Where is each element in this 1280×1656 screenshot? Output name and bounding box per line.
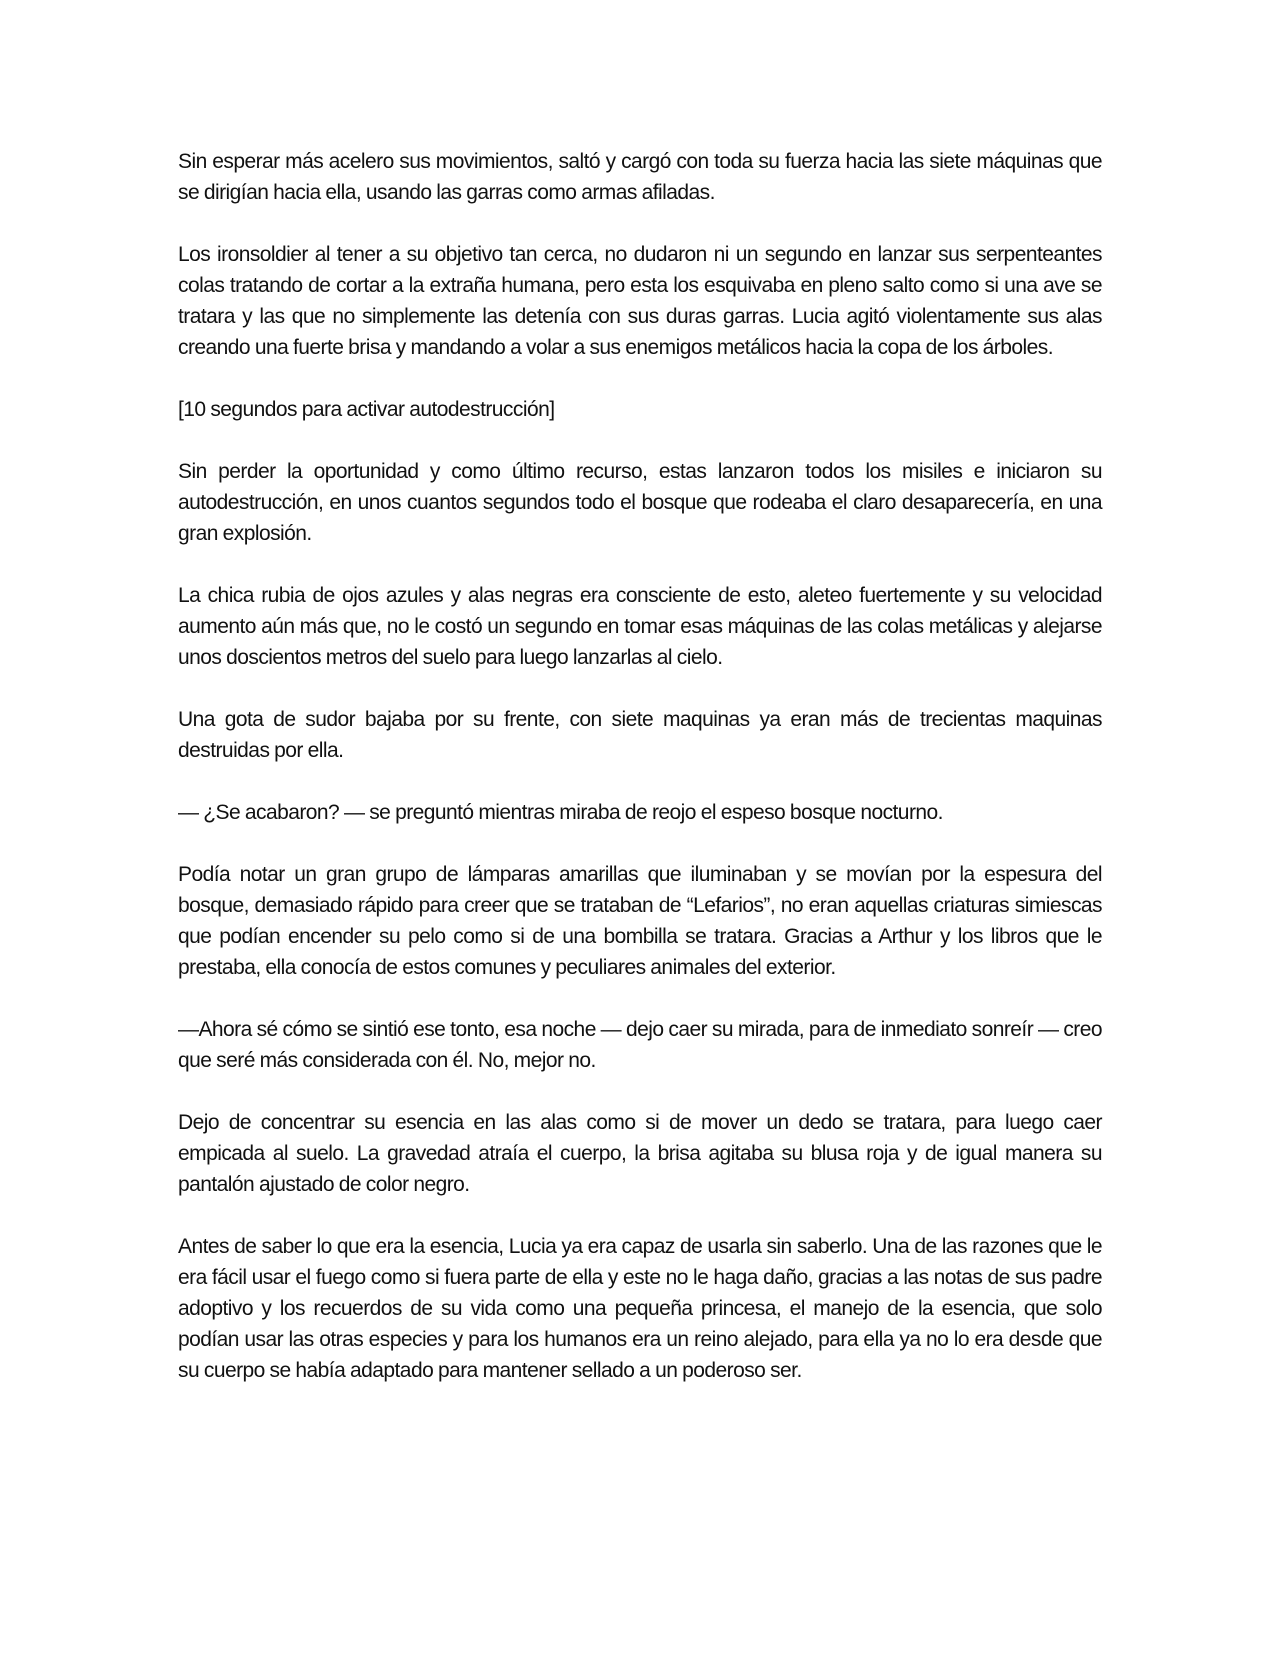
paragraph-10: Dejo de concentrar su esencia en las alas como si de mover un dedo se tratara, para luego caer empicada al suelo. La gravedad atraía el cuerpo, la brisa agitaba su blusa roja y de igual manera su pantalón ajustado de color negro. <box>178 1111 1102 1196</box>
paragraph-3: [10 segundos para activar autodestrucción] <box>178 398 555 421</box>
paragraph-11: Antes de saber lo que era la esencia, Lucia ya era capaz de usarla sin saberlo. Una de las razones que le era fácil usar el fuego como si fuera parte de ella y este no le haga daño, gracias a las notas de sus padre adoptivo y los recuerdos de su vida como una pequeña princesa, el manejo de la esencia, que solo podían usar las otras especies y para los humanos era un reino alejado, para ella ya no lo era desde que su cuerpo se había adaptado para mantener sellado a un poderoso ser. <box>178 1235 1102 1382</box>
paragraph-2: Los ironsoldier al tener a su objetivo tan cerca, no dudaron ni un segundo en lanzar sus serpenteantes colas tratando de cortar a la extraña humana, pero esta los esquivaba en pleno salto como si una ave se tratara y las que no simplemente las detenía con sus duras garras. Lucia agitó violentamente sus alas creando una fuerte brisa y mandando a volar a sus enemigos metálicos hacia la copa de los árboles. <box>178 243 1102 359</box>
paragraph-1: Sin esperar más acelero sus movimientos, saltó y cargó con toda su fuerza hacia las siete máquinas que se dirigían hacia ella, usando las garras como armas afiladas. <box>178 150 1102 204</box>
paragraph-4: Sin perder la oportunidad y como último recurso, estas lanzaron todos los misiles e iniciaron su autodestrucción, en unos cuantos segundos todo el bosque que rodeaba el claro desaparecería, en una gran explosión. <box>178 460 1102 545</box>
paragraph-7: — ¿Se acabaron? — se preguntó mientras miraba de reojo el espeso bosque nocturno. <box>178 801 943 824</box>
document-body <box>178 146 1102 1417</box>
paragraph-5: La chica rubia de ojos azules y alas negras era consciente de esto, aleteo fuertemente y su velocidad aumento aún más que, no le costó un segundo en tomar esas máquinas de las colas metálicas y alejarse unos doscientos metros del suelo para luego lanzarlas al cielo. <box>178 584 1102 669</box>
paragraph-9: —Ahora sé cómo se sintió ese tonto, esa noche — dejo caer su mirada, para de inmediato sonreír — creo que seré más considerada con él. No, mejor no. <box>178 1018 1102 1072</box>
paragraph-8: Podía notar un gran grupo de lámparas amarillas que iluminaban y se movían por la espesura del bosque, demasiado rápido para creer que se trataban de “Lefarios”, no eran aquellas criaturas simiescas que podían encender su pelo como si de una bombilla se tratara. Gracias a Arthur y los libros que le prestaba, ella conocía de estos comunes y peculiares animales del exterior. <box>178 863 1102 979</box>
paragraph-6: Una gota de sudor bajaba por su frente, con siete maquinas ya eran más de trecientas maquinas destruidas por ella. <box>178 708 1102 762</box>
